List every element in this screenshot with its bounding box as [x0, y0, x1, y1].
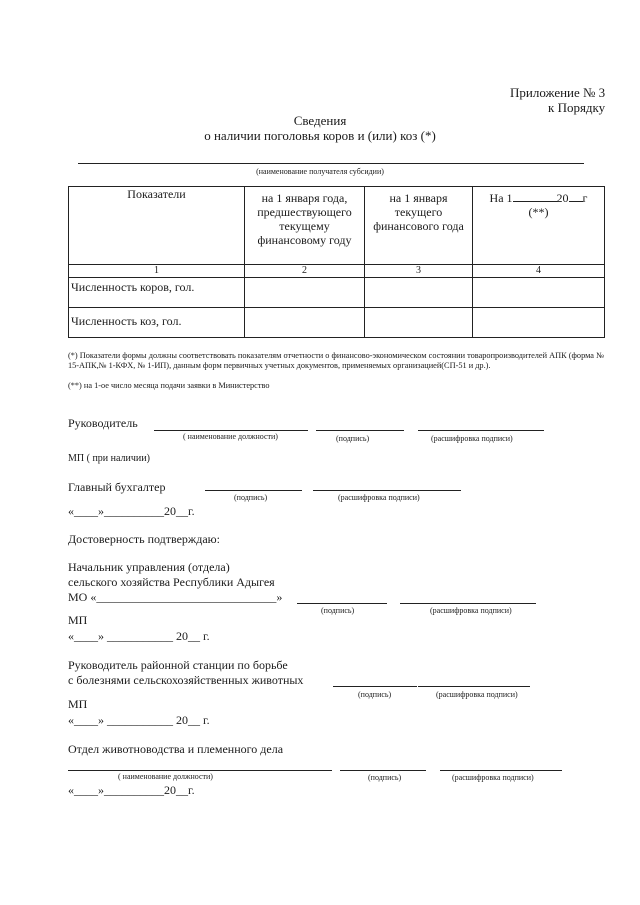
head-signature-line[interactable]	[316, 430, 404, 431]
cell-goats-prev[interactable]	[245, 308, 365, 338]
row-label-cows: Численность коров, гол.	[69, 278, 245, 308]
vet-decryption-caption: (расшифровка подписи)	[436, 690, 518, 699]
vet-signature-line[interactable]	[333, 686, 417, 687]
header-indicators: Показатели	[69, 187, 245, 265]
livestock-dept-label: Отдел животноводства и племенного дела	[68, 742, 284, 756]
cell-cows-custom[interactable]	[473, 278, 605, 308]
cell-goats-current[interactable]	[365, 308, 473, 338]
col-number: 3	[365, 265, 473, 278]
livestock-signature-caption: (подпись)	[368, 773, 402, 782]
livestock-decryption-line[interactable]	[440, 770, 562, 771]
head-signature-caption: (подпись)	[336, 434, 370, 443]
municipality-field[interactable]: МО «______________________________»	[68, 590, 283, 604]
vet-decryption-line[interactable]	[418, 686, 530, 687]
head-decryption-line[interactable]	[418, 430, 544, 431]
dept-head-title-2: сельского хозяйства Республики Адыгея	[68, 575, 275, 589]
dept-signature-line[interactable]	[297, 603, 387, 604]
header-date-prefix: На 1	[489, 191, 513, 205]
head-label: Руководитель	[68, 416, 138, 430]
table-number-row	[69, 265, 605, 278]
vet-date[interactable]: «____» ___________ 20__ г.	[68, 713, 210, 727]
accountant-decryption-caption: (расшифровка подписи)	[338, 493, 420, 502]
table-header-row	[69, 187, 605, 265]
cell-cows-current[interactable]	[365, 278, 473, 308]
col-number: 2	[245, 265, 365, 278]
dept-signature-caption: (подпись)	[321, 606, 355, 615]
header-current-year: на 1 января текущего финансового года	[365, 187, 473, 265]
livestock-decryption-caption: (расшифровка подписи)	[452, 773, 534, 782]
header-date-note: (**)	[528, 205, 549, 219]
appendix-number: Приложение № 3	[510, 85, 606, 100]
page-title: Сведения	[293, 113, 347, 128]
cell-goats-custom[interactable]	[473, 308, 605, 338]
header-date-suffix: г	[582, 191, 588, 205]
recipient-caption: (наименование получателя субсидии)	[256, 167, 384, 176]
dept-mp: МП	[68, 613, 88, 627]
accountant-decryption-line[interactable]	[313, 490, 461, 491]
accountant-signature-line[interactable]	[205, 490, 302, 491]
page-subtitle: о наличии поголовья коров и (или) коз (*)	[204, 128, 436, 143]
footnote-1: (*) Показатели формы должны соответствовать показателям отчетности о финансово-экономическом состоянии товаропроизводителей АПК (форма № 15-АПК,№ 1-КФХ, № 1-ИП), данным форм первичных учетных документов, применяемых организацией(СП-51 и др.).	[68, 351, 604, 370]
footnote-2: (**) на 1-ое число месяца подачи заявки в Министерство	[68, 381, 270, 390]
vet-mp: МП	[68, 697, 88, 711]
livestock-signature-line[interactable]	[340, 770, 426, 771]
table-row-goats	[69, 308, 605, 338]
chief-accountant-label: Главный бухгалтер	[68, 480, 166, 494]
accountant-signature-caption: (подпись)	[234, 493, 268, 502]
head-position-line[interactable]	[154, 430, 308, 431]
dept-head-title-1: Начальник управления (отдела)	[68, 560, 230, 574]
col-number: 4	[473, 265, 605, 278]
recipient-line	[78, 163, 584, 164]
accountant-date[interactable]: «____»__________20__г.	[68, 504, 195, 518]
vet-signature-caption: (подпись)	[358, 690, 392, 699]
livestock-position-line[interactable]	[68, 770, 332, 771]
cell-cows-prev[interactable]	[245, 278, 365, 308]
dept-date[interactable]: «____» ___________ 20__ г.	[68, 629, 210, 643]
mp-optional: МП ( при наличии)	[68, 453, 150, 464]
header-date-year: 20	[556, 191, 569, 205]
dept-decryption-line[interactable]	[400, 603, 536, 604]
livestock-position-caption: ( наименование должности)	[118, 772, 213, 781]
table-row-cows	[69, 278, 605, 308]
vet-head-title-1: Руководитель районной станции по борьбе	[68, 658, 288, 672]
livestock-table	[68, 186, 605, 338]
appendix-order: к Порядку	[548, 100, 606, 115]
confirmation-label: Достоверность подтверждаю:	[68, 532, 220, 546]
vet-head-title-2: с болезнями сельскохозяйственных животных	[68, 673, 304, 687]
col-number: 1	[69, 265, 245, 278]
header-prev-year: на 1 января года, предшествующего текущему финансовому году	[245, 187, 365, 265]
header-custom-date	[473, 187, 605, 265]
livestock-date[interactable]: «____»__________20__г.	[68, 783, 195, 797]
row-label-goats: Численность коз, гол.	[69, 308, 245, 338]
head-position-caption: ( наименование должности)	[183, 432, 278, 441]
head-decryption-caption: (расшифровка подписи)	[431, 434, 513, 443]
dept-decryption-caption: (расшифровка подписи)	[430, 606, 512, 615]
